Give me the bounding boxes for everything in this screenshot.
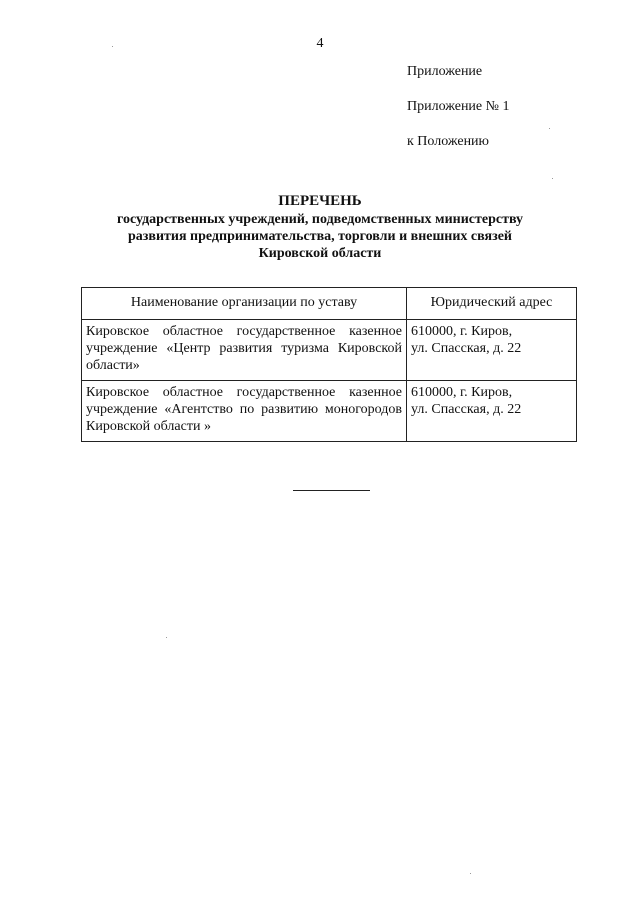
end-of-list-divider [293,490,370,491]
address-line-1: 610000, г. Киров, [411,385,513,400]
scan-speck [552,178,553,179]
column-header-address: Юридический адрес [407,288,577,320]
heading-line-1: государственных учреждений, подведомственных министерству [116,212,524,227]
institutions-table [81,287,577,442]
column-header-name: Наименование организации по уставу [82,288,407,320]
document-title: ПЕРЕЧЕНЬ [278,193,362,209]
organization-name-cell: Кировское областное государственное казенное учреждение «Центр развития туризма Кировской области» [82,320,407,381]
organization-name-cell: Кировское областное государственное казенное учреждение «Агентство по развитию моногородов Кировской области » [82,381,407,442]
annex-line-2: Приложение № 1 [407,99,510,114]
scan-speck [470,873,471,874]
heading-line-3: Кировской области [258,246,382,261]
table-header-row [82,288,577,320]
heading-line-2: развития предпринимательства, торговли и внешних связей [127,229,512,244]
address-line-2: ул. Спасская, д. 22 [411,402,522,417]
legal-address-cell [407,320,577,381]
scan-speck [549,128,550,129]
address-line-1: 610000, г. Киров, [411,324,513,339]
annex-block [407,64,510,169]
table-row [82,381,577,442]
page-number: 4 [316,36,324,51]
annex-line-1: Приложение [407,64,483,79]
annex-line-3: к Положению [407,134,490,149]
scan-speck [112,46,113,47]
legal-address-cell [407,381,577,442]
scan-speck [166,637,167,638]
address-line-2: ул. Спасская, д. 22 [411,341,522,356]
document-heading [0,192,640,262]
table-row [82,320,577,381]
